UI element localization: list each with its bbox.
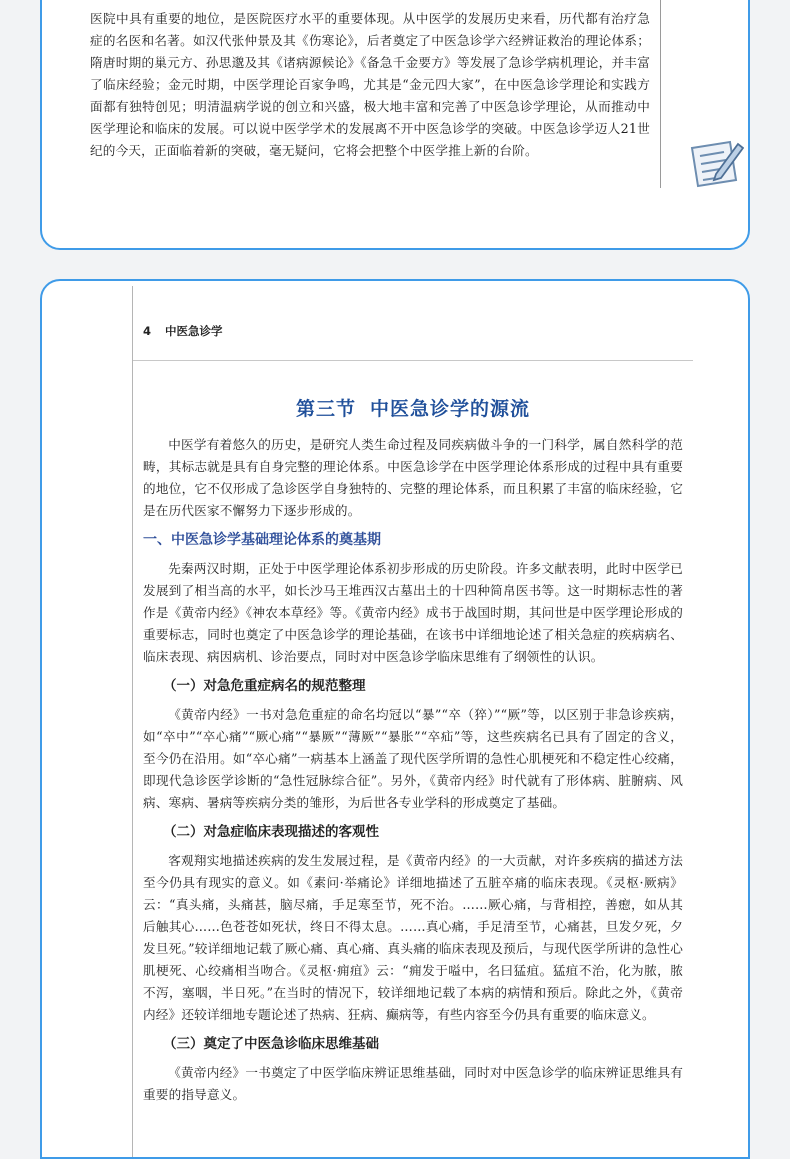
page-body: [143, 434, 683, 1106]
notepad-pen-icon: [686, 134, 744, 192]
section-title: [133, 394, 693, 421]
subheading-clinical-thinking: （三）奠定了中医急诊临床思维基础: [163, 1036, 379, 1052]
paragraph-qin-han: 先秦两汉时期，正处于中医学理论体系初步形成的历史阶段。许多文献表明，此时中医学已发展到了相当高的水平，如长沙马王堆西汉古墓出土的十四种简帛医书等。这一时期标志性的著作是《黄帝内经》《神农本草经》等。《黄帝内经》成书于战国时期，其问世是中医学理论形成的重要标志，同时也奠定了中医急诊学的理论基础，在该书中详细地论述了相关急症的疾病病名、临床表现、病因病机、诊治要点，同时对中医急诊学临床思维有了纲领性的认识。: [143, 561, 683, 664]
previous-page-card: [40, 0, 750, 250]
header-rule: [133, 360, 693, 361]
paragraph-disease-names: 《黄帝内经》一书对急危重症的命名均冠以“暴”“卒（猝）”“厥”等，以区别于非急诊疾病，如“卒中”“卒心痛”“厥心痛”“暴厥”“薄厥”“暴胀”“卒疝”等，这些疾病名已具有了固定的含义，至今仍在沿用。如“卒心痛”一病基本上涵盖了现代医学所谓的急性心肌梗死和不稳定性心绞痛，即现代急诊医学诊断的“急性冠脉综合征”。另外，《黄帝内经》时代就有了形体病、脏腑病、风病、寒病、暑病等疾病分类的雏形，为后世各专业学科的形成奠定了基础。: [143, 707, 683, 810]
subheading-disease-names: （一）对急危重症病名的规范整理: [163, 678, 366, 694]
book-title: 中医急诊学: [165, 324, 223, 338]
paragraph-clinical-description: 客观翔实地描述疾病的发生发展过程，是《黄帝内经》的一大贡献，对许多疾病的描述方法至今仍具有现实的意义。如《素问·举痛论》详细地描述了五脏卒痛的临床表现。《灵枢·厥病》云：“真头痛，头痛甚，脑尽痛，手足寒至节，死不治。……厥心痛，与背相控，善瘛，如从其后触其心……色苍苍如死状，终日不得太息。……真心痛，手足清至节，心痛甚，旦发夕死，夕发旦死。”较详细地记载了厥心痛、真心痛、真头痛的临床表现及预后，与现代医学所讲的急性心肌梗死、心绞痛相当吻合。《灵枢·痈疽》云：“痈发于嗌中，名曰猛疽。猛疽不治，化为脓，脓不泻，塞咽，半日死。”在当时的情况下，较详细地记载了本病的病情和预后。除此之外，《黄帝内经》还较详细地专题论述了热病、狂病、癫病等，有些内容至今仍具有重要的临床意义。: [143, 853, 683, 1022]
subheading-clinical-description: （二）对急症临床表现描述的客观性: [163, 824, 379, 840]
section-name: 中医急诊学的源流: [370, 398, 531, 420]
intro-paragraph: 中医学有着悠久的历史，是研究人类生命过程及同疾病做斗争的一门科学，属自然科学的范畴，其标志就是具有自身完整的理论体系。中医急诊学在中医学理论体系形成的过程中具有重要的地位，它不仅形成了急诊医学自身独特的、完整的理论体系，而且积累了丰富的临床经验，它是在历代医家不懈努力下逐步形成的。: [143, 437, 683, 518]
page-number: 4: [143, 324, 152, 338]
heading-foundation-period: 一、中医急诊学基础理论体系的奠基期: [143, 532, 381, 548]
previous-page-sheet: [82, 0, 661, 188]
running-head: [143, 323, 223, 339]
paragraph-clinical-thinking: 《黄帝内经》一书奠定了中医学临床辨证思维基础，同时对中医急诊学的临床辨证思维具有重要的指导意义。: [143, 1065, 683, 1102]
book-page: [132, 286, 693, 1159]
page-card: [40, 279, 750, 1159]
section-number: 第三节: [295, 398, 356, 420]
previous-page-paragraph: 医院中具有重要的地位，是医院医疗水平的重要体现。从中医学的发展历史来看，历代都有治疗急症的名医和名著。如汉代张仲景及其《伤寒论》，后者奠定了中医急诊学六经辨证救治的理论体系；隋唐时期的巢元方、孙思邈及其《诸病源候论》《备急千金要方》等发展了急诊学病机理论，并丰富了临床经验；金元时期，中医学理论百家争鸣，尤其是“金元四大家”，在中医急诊学理论和实践方面都有独特创见；明清温病学说的创立和兴盛，极大地丰富和完善了中医急诊学理论，从而推动中医学理论和临床的发展。可以说中医学学术的发展离不开中医急诊学的突破。中医急诊学迈人21世纪的今天，正面临着新的突破，毫无疑问，它将会把整个中医学推上新的台阶。: [90, 11, 650, 158]
